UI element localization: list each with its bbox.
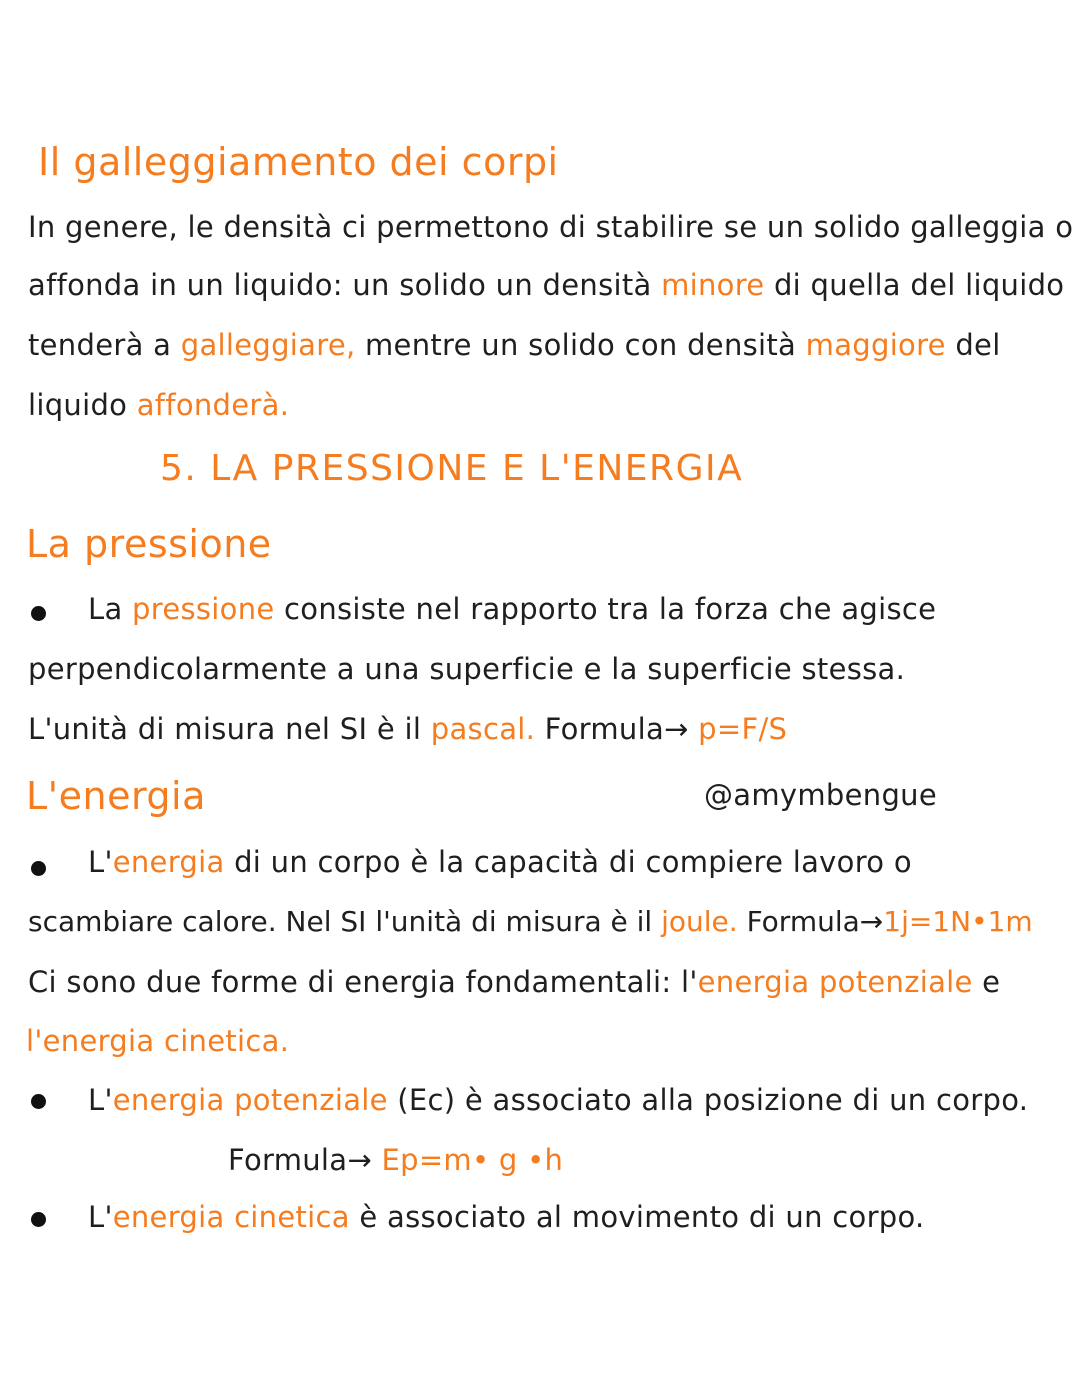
bullet-icon (31, 1212, 46, 1227)
bullet-icon (31, 606, 46, 621)
text-line: liquido affonderà. (28, 388, 290, 422)
section-title: 5. LA PRESSIONE E L'ENERGIA (160, 448, 744, 489)
text-line: tenderà a galleggiare, mentre un solido con densità maggiore del (28, 328, 1001, 362)
bullet-icon (31, 861, 46, 876)
formula-line: Formula→ Ep=m• g •h (228, 1143, 564, 1177)
text-line: L'energia potenziale (Ec) è associato alla posizione di un corpo. (88, 1083, 1029, 1117)
bullet-icon (31, 1094, 46, 1109)
text-line: affonda in un liquido: un solido un densità minore di quella del liquido (28, 268, 1065, 302)
text-line: In genere, le densità ci permettono di stabilire se un solido galleggia o (28, 210, 1074, 244)
text-line: L'energia di un corpo è la capacità di compiere lavoro o (88, 845, 912, 879)
text-line: scambiare calore. Nel SI l'unità di misura è il joule. Formula→1j=1N•1m (28, 905, 1033, 938)
text-line: L'energia cinetica è associato al movimento di un corpo. (88, 1200, 925, 1234)
heading-energia: L'energia (26, 774, 206, 818)
heading-pressione: La pressione (26, 522, 272, 566)
watermark: @amymbengue (704, 778, 937, 812)
text-line: l'energia cinetica. (26, 1024, 290, 1058)
text-line: La pressione consiste nel rapporto tra la forza che agisce (88, 592, 937, 626)
text-line: L'unità di misura nel SI è il pascal. Formula→ p=F/S (28, 712, 788, 746)
heading-galleggiamento: Il galleggiamento dei corpi (38, 140, 559, 184)
text-line: Ci sono due forme di energia fondamentali: l'energia potenziale e (28, 965, 1001, 999)
text-line: perpendicolarmente a una superficie e la superficie stessa. (28, 652, 906, 686)
